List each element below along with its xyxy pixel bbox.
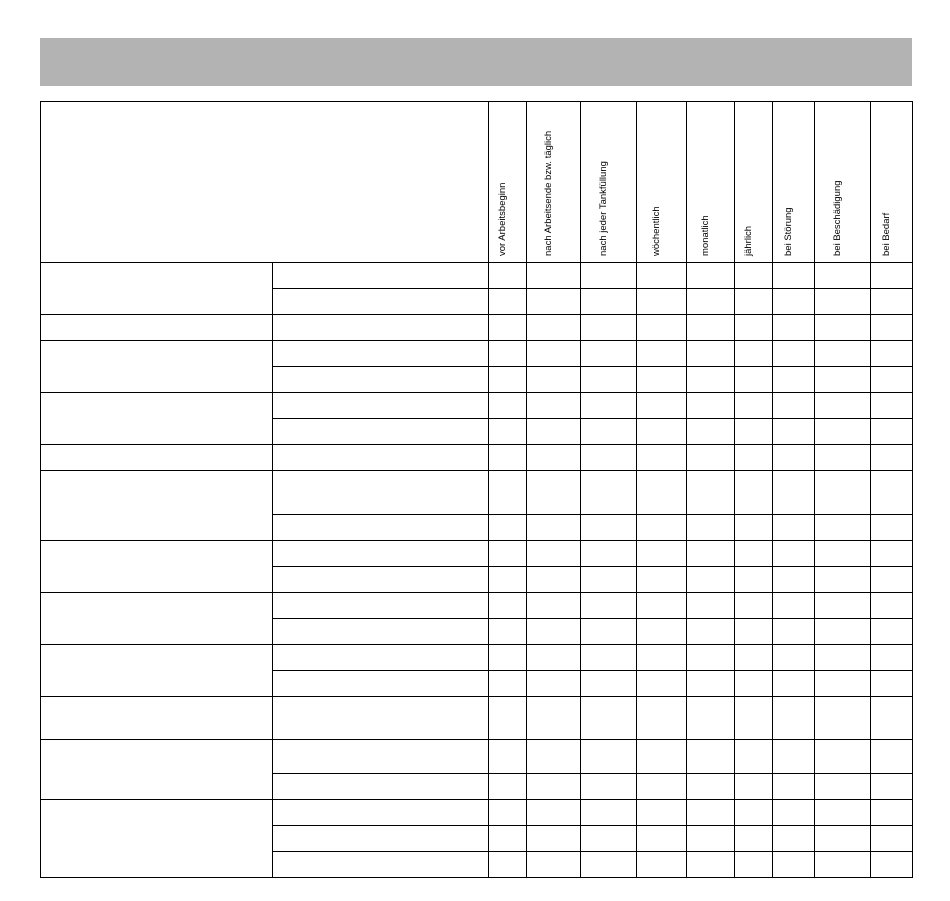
mark-cell[interactable]: [489, 419, 527, 445]
mark-cell[interactable]: [687, 852, 735, 878]
mark-cell[interactable]: [527, 800, 581, 826]
mark-cell[interactable]: [581, 697, 637, 740]
mark-cell[interactable]: [581, 852, 637, 878]
mark-cell[interactable]: [489, 289, 527, 315]
group-label-cell: [41, 740, 273, 800]
mark-cell[interactable]: [581, 289, 637, 315]
task-cell: [273, 567, 489, 593]
mark-cell[interactable]: [773, 852, 815, 878]
table-row: [41, 541, 913, 567]
frequency-header-label: vor Arbeitsbeginn: [496, 182, 508, 256]
mark-cell[interactable]: [687, 800, 735, 826]
mark-cell[interactable]: [637, 315, 687, 341]
task-cell: [273, 367, 489, 393]
mark-cell[interactable]: [871, 367, 913, 393]
mark-cell[interactable]: [687, 445, 735, 471]
task-cell: [273, 671, 489, 697]
mark-cell[interactable]: [871, 697, 913, 740]
task-cell: [273, 393, 489, 419]
task-cell: [273, 515, 489, 541]
mark-cell[interactable]: [637, 567, 687, 593]
mark-cell[interactable]: [489, 593, 527, 619]
mark-cell[interactable]: [773, 826, 815, 852]
mark-cell[interactable]: [581, 393, 637, 419]
frequency-header-jaehrlich: [735, 102, 773, 263]
mark-cell[interactable]: [735, 671, 773, 697]
mark-cell[interactable]: [581, 263, 637, 289]
frequency-header-label: monatlich: [699, 215, 711, 256]
table-row: [41, 471, 913, 515]
mark-cell[interactable]: [735, 471, 773, 515]
mark-cell[interactable]: [527, 593, 581, 619]
mark-cell[interactable]: [773, 697, 815, 740]
mark-cell[interactable]: [637, 445, 687, 471]
table-row: [41, 740, 913, 774]
mark-cell[interactable]: [735, 515, 773, 541]
task-cell: [273, 740, 489, 774]
mark-cell[interactable]: [735, 263, 773, 289]
mark-cell[interactable]: [489, 826, 527, 852]
mark-cell[interactable]: [687, 367, 735, 393]
task-cell: [273, 800, 489, 826]
mark-cell[interactable]: [527, 740, 581, 774]
mark-cell[interactable]: [637, 800, 687, 826]
mark-cell[interactable]: [871, 515, 913, 541]
frequency-header-label: nach Arbeitsende bzw. täglich: [542, 130, 554, 256]
mark-cell[interactable]: [489, 541, 527, 567]
group-label-cell: [41, 393, 273, 445]
mark-cell[interactable]: [527, 697, 581, 740]
group-label-cell: [41, 697, 273, 740]
mark-cell[interactable]: [527, 826, 581, 852]
mark-cell[interactable]: [527, 393, 581, 419]
mark-cell[interactable]: [735, 367, 773, 393]
frequency-header-nach-arbeitsende: [527, 102, 581, 263]
group-label-cell: [41, 593, 273, 645]
mark-cell[interactable]: [815, 826, 871, 852]
frequency-header-nach-tankfuellung: [581, 102, 637, 263]
task-cell: [273, 289, 489, 315]
mark-cell[interactable]: [687, 263, 735, 289]
mark-cell[interactable]: [687, 341, 735, 367]
mark-cell[interactable]: [527, 315, 581, 341]
mark-cell[interactable]: [527, 515, 581, 541]
mark-cell[interactable]: [687, 826, 735, 852]
mark-cell[interactable]: [527, 619, 581, 645]
mark-cell[interactable]: [637, 341, 687, 367]
mark-cell[interactable]: [527, 289, 581, 315]
mark-cell[interactable]: [527, 774, 581, 800]
mark-cell[interactable]: [773, 471, 815, 515]
mark-cell[interactable]: [637, 619, 687, 645]
mark-cell[interactable]: [489, 471, 527, 515]
task-cell: [273, 697, 489, 740]
frequency-header-label: wöchentlich: [650, 206, 662, 256]
mark-cell[interactable]: [871, 315, 913, 341]
table-corner-header: [41, 102, 489, 263]
mark-cell[interactable]: [735, 774, 773, 800]
mark-cell[interactable]: [735, 619, 773, 645]
mark-cell[interactable]: [815, 567, 871, 593]
mark-cell[interactable]: [815, 341, 871, 367]
frequency-header-label: bei Bedarf: [880, 212, 892, 256]
mark-cell[interactable]: [489, 852, 527, 878]
mark-cell[interactable]: [637, 593, 687, 619]
mark-cell[interactable]: [581, 740, 637, 774]
mark-cell[interactable]: [489, 619, 527, 645]
mark-cell[interactable]: [815, 471, 871, 515]
mark-cell[interactable]: [527, 367, 581, 393]
mark-cell[interactable]: [735, 645, 773, 671]
mark-cell[interactable]: [581, 671, 637, 697]
mark-cell[interactable]: [773, 367, 815, 393]
group-label-cell: [41, 471, 273, 541]
mark-cell[interactable]: [735, 567, 773, 593]
table-header-row: [41, 102, 913, 263]
mark-cell[interactable]: [815, 671, 871, 697]
mark-cell[interactable]: [687, 541, 735, 567]
mark-cell[interactable]: [489, 315, 527, 341]
table-row: [41, 593, 913, 619]
mark-cell[interactable]: [735, 315, 773, 341]
mark-cell[interactable]: [871, 289, 913, 315]
mark-cell[interactable]: [489, 515, 527, 541]
mark-cell[interactable]: [815, 515, 871, 541]
mark-cell[interactable]: [581, 419, 637, 445]
frequency-header-label: jährlich: [742, 225, 754, 256]
mark-cell[interactable]: [815, 619, 871, 645]
mark-cell[interactable]: [637, 393, 687, 419]
mark-cell[interactable]: [871, 826, 913, 852]
mark-cell[interactable]: [527, 567, 581, 593]
mark-cell[interactable]: [773, 740, 815, 774]
mark-cell[interactable]: [773, 263, 815, 289]
frequency-header-bei-beschaedigung: [815, 102, 871, 263]
mark-cell[interactable]: [637, 826, 687, 852]
mark-cell[interactable]: [871, 419, 913, 445]
mark-cell[interactable]: [581, 315, 637, 341]
mark-cell[interactable]: [735, 289, 773, 315]
mark-cell[interactable]: [687, 619, 735, 645]
mark-cell[interactable]: [581, 774, 637, 800]
mark-cell[interactable]: [637, 263, 687, 289]
table-row: [41, 445, 913, 471]
group-label-cell: [41, 645, 273, 697]
mark-cell[interactable]: [871, 445, 913, 471]
table-row: [41, 341, 913, 367]
mark-cell[interactable]: [735, 800, 773, 826]
task-cell: [273, 593, 489, 619]
group-label-cell: [41, 315, 273, 341]
mark-cell[interactable]: [815, 697, 871, 740]
mark-cell[interactable]: [773, 341, 815, 367]
header-band: [40, 38, 912, 86]
mark-cell[interactable]: [773, 619, 815, 645]
task-cell: [273, 826, 489, 852]
mark-cell[interactable]: [687, 645, 735, 671]
mark-cell[interactable]: [773, 445, 815, 471]
task-cell: [273, 619, 489, 645]
mark-cell[interactable]: [871, 645, 913, 671]
task-cell: [273, 341, 489, 367]
mark-cell[interactable]: [871, 541, 913, 567]
frequency-header-label: nach jeder Tankfüllung: [597, 161, 609, 256]
mark-cell[interactable]: [637, 645, 687, 671]
mark-cell[interactable]: [773, 515, 815, 541]
mark-cell[interactable]: [773, 593, 815, 619]
table-row: [41, 697, 913, 740]
mark-cell[interactable]: [815, 645, 871, 671]
frequency-header-woechentlich: [637, 102, 687, 263]
mark-cell[interactable]: [637, 697, 687, 740]
mark-cell[interactable]: [527, 445, 581, 471]
mark-cell[interactable]: [527, 645, 581, 671]
mark-cell[interactable]: [581, 515, 637, 541]
mark-cell[interactable]: [871, 800, 913, 826]
task-cell: [273, 263, 489, 289]
mark-cell[interactable]: [815, 852, 871, 878]
mark-cell[interactable]: [581, 593, 637, 619]
mark-cell[interactable]: [687, 567, 735, 593]
mark-cell[interactable]: [871, 263, 913, 289]
mark-cell[interactable]: [687, 289, 735, 315]
task-cell: [273, 419, 489, 445]
mark-cell[interactable]: [489, 393, 527, 419]
mark-cell[interactable]: [489, 774, 527, 800]
mark-cell[interactable]: [735, 341, 773, 367]
mark-cell[interactable]: [581, 341, 637, 367]
mark-cell[interactable]: [489, 367, 527, 393]
mark-cell[interactable]: [637, 515, 687, 541]
mark-cell[interactable]: [815, 800, 871, 826]
group-label-cell: [41, 800, 273, 878]
mark-cell[interactable]: [581, 471, 637, 515]
group-label-cell: [41, 263, 273, 315]
mark-cell[interactable]: [735, 445, 773, 471]
mark-cell[interactable]: [581, 445, 637, 471]
mark-cell[interactable]: [581, 645, 637, 671]
task-cell: [273, 645, 489, 671]
mark-cell[interactable]: [871, 619, 913, 645]
mark-cell[interactable]: [687, 515, 735, 541]
frequency-header-monatlich: [687, 102, 735, 263]
task-cell: [273, 315, 489, 341]
group-label-cell: [41, 341, 273, 393]
mark-cell[interactable]: [773, 393, 815, 419]
task-cell: [273, 471, 489, 515]
mark-cell[interactable]: [527, 671, 581, 697]
mark-cell[interactable]: [773, 645, 815, 671]
task-cell: [273, 774, 489, 800]
group-label-cell: [41, 445, 273, 471]
mark-cell[interactable]: [687, 697, 735, 740]
frequency-header-bei-stoerung: [773, 102, 815, 263]
mark-cell[interactable]: [637, 367, 687, 393]
frequency-header-label: bei Störung: [782, 207, 794, 256]
mark-cell[interactable]: [815, 263, 871, 289]
mark-cell[interactable]: [871, 393, 913, 419]
mark-cell[interactable]: [735, 419, 773, 445]
maintenance-plan-table: [40, 101, 913, 878]
table-row: [41, 645, 913, 671]
mark-cell[interactable]: [815, 740, 871, 774]
mark-cell[interactable]: [687, 315, 735, 341]
mark-cell[interactable]: [581, 541, 637, 567]
mark-cell[interactable]: [735, 852, 773, 878]
mark-cell[interactable]: [773, 774, 815, 800]
task-cell: [273, 852, 489, 878]
mark-cell[interactable]: [527, 852, 581, 878]
mark-cell[interactable]: [687, 593, 735, 619]
mark-cell[interactable]: [815, 774, 871, 800]
mark-cell[interactable]: [815, 315, 871, 341]
mark-cell[interactable]: [815, 289, 871, 315]
mark-cell[interactable]: [489, 800, 527, 826]
mark-cell[interactable]: [815, 541, 871, 567]
mark-cell[interactable]: [489, 445, 527, 471]
mark-cell[interactable]: [773, 800, 815, 826]
mark-cell[interactable]: [687, 740, 735, 774]
mark-cell[interactable]: [735, 393, 773, 419]
mark-cell[interactable]: [637, 289, 687, 315]
mark-cell[interactable]: [735, 593, 773, 619]
mark-cell[interactable]: [581, 800, 637, 826]
frequency-header-bei-bedarf: [871, 102, 913, 263]
mark-cell[interactable]: [773, 541, 815, 567]
mark-cell[interactable]: [871, 671, 913, 697]
mark-cell[interactable]: [871, 740, 913, 774]
mark-cell[interactable]: [489, 341, 527, 367]
mark-cell[interactable]: [489, 263, 527, 289]
mark-cell[interactable]: [773, 289, 815, 315]
mark-cell[interactable]: [815, 419, 871, 445]
frequency-header-label: bei Beschädigung: [831, 180, 843, 256]
mark-cell[interactable]: [581, 619, 637, 645]
task-cell: [273, 541, 489, 567]
mark-cell[interactable]: [581, 367, 637, 393]
mark-cell[interactable]: [815, 445, 871, 471]
mark-cell[interactable]: [871, 471, 913, 515]
mark-cell[interactable]: [527, 263, 581, 289]
mark-cell[interactable]: [637, 541, 687, 567]
mark-cell[interactable]: [735, 740, 773, 774]
mark-cell[interactable]: [871, 341, 913, 367]
mark-cell[interactable]: [527, 541, 581, 567]
mark-cell[interactable]: [637, 852, 687, 878]
mark-cell[interactable]: [489, 697, 527, 740]
table-row: [41, 393, 913, 419]
table-row: [41, 800, 913, 826]
mark-cell[interactable]: [489, 567, 527, 593]
mark-cell[interactable]: [735, 697, 773, 740]
mark-cell[interactable]: [527, 341, 581, 367]
mark-cell[interactable]: [735, 541, 773, 567]
mark-cell[interactable]: [637, 419, 687, 445]
mark-cell[interactable]: [815, 393, 871, 419]
mark-cell[interactable]: [871, 567, 913, 593]
mark-cell[interactable]: [637, 774, 687, 800]
mark-cell[interactable]: [687, 419, 735, 445]
mark-cell[interactable]: [773, 315, 815, 341]
mark-cell[interactable]: [773, 671, 815, 697]
group-label-cell: [41, 541, 273, 593]
task-cell: [273, 445, 489, 471]
mark-cell[interactable]: [637, 671, 687, 697]
table-row: [41, 315, 913, 341]
mark-cell[interactable]: [581, 826, 637, 852]
mark-cell[interactable]: [489, 671, 527, 697]
mark-cell[interactable]: [527, 419, 581, 445]
frequency-header-vor-arbeitsbeginn: [489, 102, 527, 263]
table-body: [41, 263, 913, 878]
mark-cell[interactable]: [773, 419, 815, 445]
mark-cell[interactable]: [687, 671, 735, 697]
mark-cell[interactable]: [871, 774, 913, 800]
table-row: [41, 263, 913, 289]
mark-cell[interactable]: [527, 471, 581, 515]
mark-cell[interactable]: [489, 645, 527, 671]
mark-cell[interactable]: [735, 826, 773, 852]
mark-cell[interactable]: [815, 367, 871, 393]
mark-cell[interactable]: [687, 393, 735, 419]
mark-cell[interactable]: [637, 740, 687, 774]
mark-cell[interactable]: [687, 471, 735, 515]
mark-cell[interactable]: [815, 593, 871, 619]
mark-cell[interactable]: [773, 567, 815, 593]
table-head: [41, 102, 913, 263]
mark-cell[interactable]: [637, 471, 687, 515]
mark-cell[interactable]: [871, 852, 913, 878]
mark-cell[interactable]: [581, 567, 637, 593]
mark-cell[interactable]: [687, 774, 735, 800]
mark-cell[interactable]: [489, 740, 527, 774]
mark-cell[interactable]: [871, 593, 913, 619]
